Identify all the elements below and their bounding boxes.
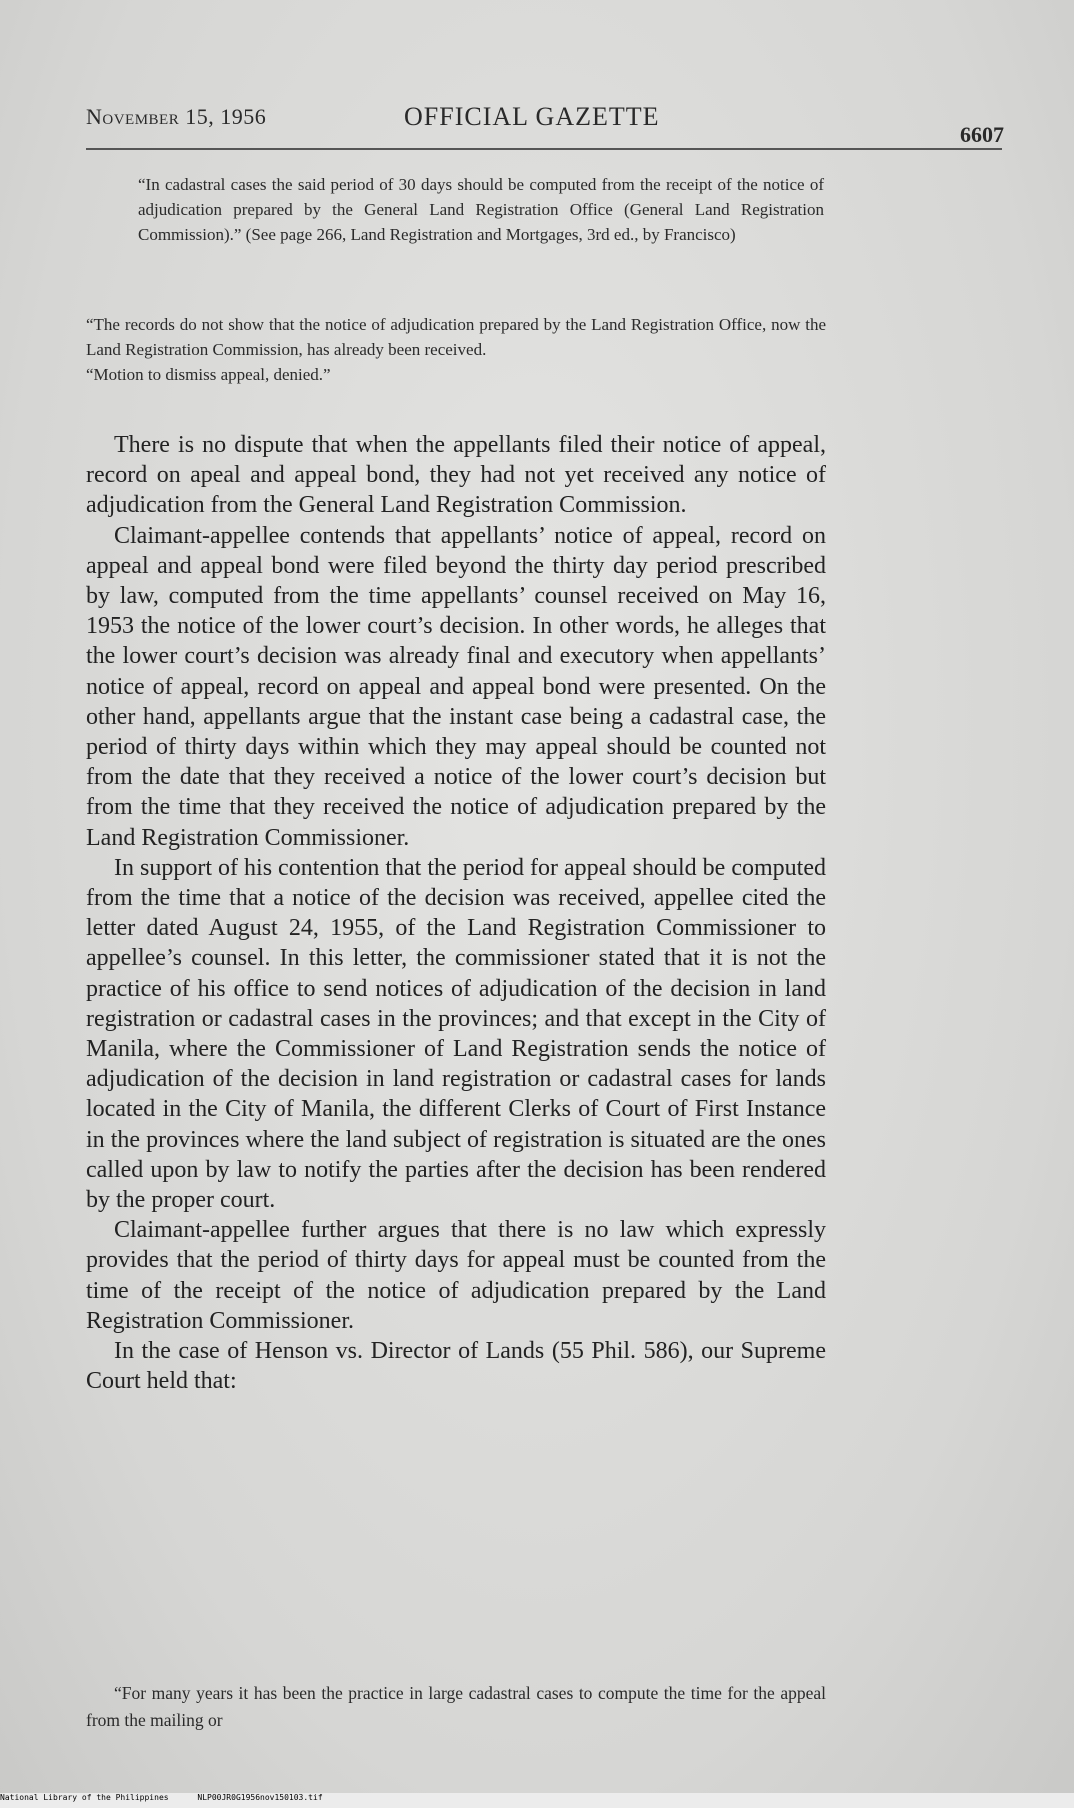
body-paragraph: In the case of Henson vs. Director of Lands (55 Phil. 586), our Supreme Court held that: [86,1338,826,1395]
header-rule [86,148,1002,150]
body-paragraph: Claimant-appellee contends that appellants’ notice of appeal, record on appeal and appeal bond were filed beyond the thirty day period prescribed by law, computed from the time appellants’ counsel received on May 16, 1953 the notice of the lower court’s decision. In other words, he alleges that the lower court’s decision was already final and executory when appellants’ notice of appeal, record on appeal and appeal bond were presented. On the other hand, appellants argue that the instant case being a cadastral case, the period of thirty days within which they may appeal should be counted not from the date that they received a notice of the lower court’s decision but from the time that they received the notice of adjudication prepared by the Land Registration Commissioner. [86,522,826,851]
scan-footer [0,1793,1074,1808]
body-paragraph: In support of his contention that the period for appeal should be computed from the time that a notice of the decision was received, appellee cited the letter dated August 24, 1955, of the Land Registration Commissioner to appellee’s counsel. In this letter, the commissioner stated that it is not the practice of his office to send notices of adjudication of the decision in land registration or cadastral cases in the provinces; and that except in the City of Manila, where the Commissioner of Land Registration sends the notice of adjudication of the decision in land registration or cadastral cases for lands located in the City of Manila, the different Clerks of Court of First Instance in the provinces where the land subject of registration is situated are the ones called upon by law to notify the parties after the decision has been rendered by the proper court. [86,854,826,1214]
quote-paragraph: “Motion to dismiss appeal, denied.” [86,365,331,384]
main-text [86,430,826,1397]
quote-block-3 [86,1680,826,1734]
header-date: November 15, 1956 [86,104,267,129]
quote-block-1 [138,172,824,247]
footer-library: National Library of the Philippines [0,1793,169,1802]
quote-block-2 [86,312,826,387]
body-paragraph: Claimant-appellee further argues that there is no law which expressly provides that the period of thirty days for appeal must be counted from the time of the receipt of the notice of adjudication prepared by the Land Registration Commissioner. [86,1217,826,1334]
body-paragraph: There is no dispute that when the appellants filed their notice of appeal, record on apeal and appeal bond, they had not yet received any notice of adjudication from the General Land Registration Commission. [86,432,826,519]
footer-filename: NLP00JR0G1956nov150103.tif [197,1793,323,1802]
quote-paragraph: “In cadastral cases the said period of 30 days should be computed from the receipt of the notice of adjudication prepared by the General Land Registration Office (General Land Registration Commission).” (See page 266, Land Registration and Mortgages, 3rd ed., by Francisco) [138,175,824,244]
header-title: OFFICIAL GAZETTE [404,102,660,131]
quote-paragraph: “The records do not show that the notice of adjudication prepared by the Land Registration Office, now the Land Registration Commission, has already been received. [86,315,826,359]
quote-paragraph: “For many years it has been the practice in large cadastral cases to compute the time for the appeal from the mailing or [86,1683,826,1730]
page-number: 6607 [960,122,1004,147]
page-header [86,100,1004,146]
